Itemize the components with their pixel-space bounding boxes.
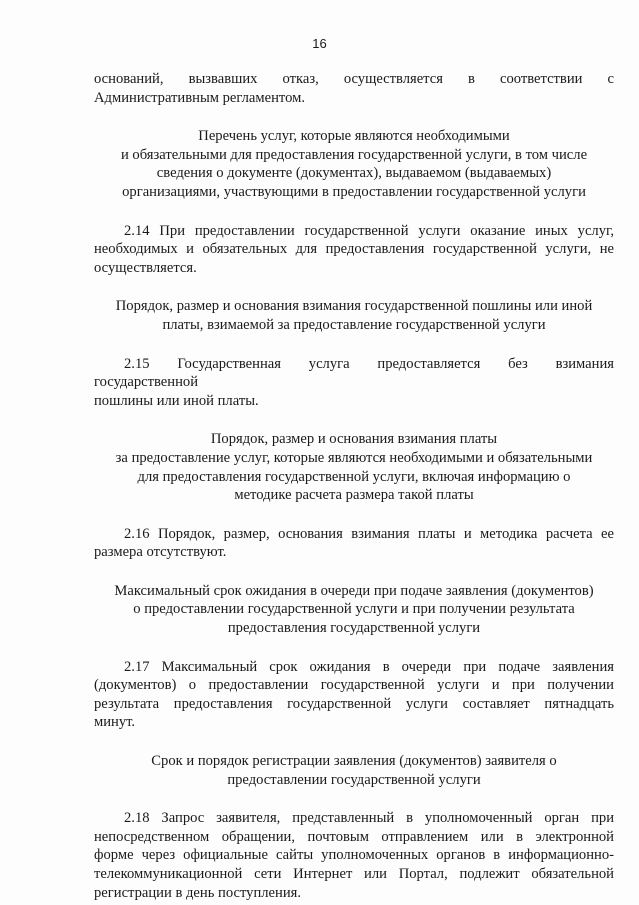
heading-line: Порядок, размер и основания взимания платы xyxy=(210,431,498,448)
section-heading-registration xyxy=(94,752,614,789)
text-line: форме через официальные сайты уполномоченных органов в информационно- xyxy=(94,847,614,864)
page-content xyxy=(94,70,614,902)
paragraph-2-18 xyxy=(94,809,614,902)
text-line: 2.17 Максимальный срок ожидания в очереди при подаче заявления xyxy=(124,658,614,675)
text-line: 2.15 Государственная услуга предоставляется без взимания xyxy=(124,355,614,372)
text-line: 2.18 Запрос заявителя, представленный в уполномоченный орган при xyxy=(124,810,614,827)
text-line: результата предоставления государственной услуги составляет пятнадцать xyxy=(94,695,614,712)
continuation-paragraph xyxy=(94,70,614,107)
text-line: 2.14 При предоставлении государственной услуги оказание иных услуг, xyxy=(124,222,614,239)
text-line: размера отсутствуют. xyxy=(94,544,227,561)
text-line: пошлины или иной платы. xyxy=(94,392,259,409)
page-number: 16 xyxy=(312,36,327,51)
heading-line: Порядок, размер и основания взимания государственной пошлины или иной xyxy=(115,298,593,315)
text-line: (документов) о предоставлении государственной услуги и при получении xyxy=(94,677,614,694)
heading-line: платы, взимаемой за предоставление государственной услуги xyxy=(162,316,546,333)
text-line: осуществляется. xyxy=(94,259,197,276)
heading-line: Срок и порядок регистрации заявления (документов) заявителя о xyxy=(151,753,557,770)
heading-line: сведения о документе (документах), выдаваемом (выдаваемых) xyxy=(156,165,552,182)
heading-line: предоставления государственной услуги xyxy=(227,620,481,637)
text-line: минут. xyxy=(94,714,136,731)
heading-line: организациями, участвующими в предоставлении государственной услуги xyxy=(122,183,586,200)
heading-line: Перечень услуг, которые являются необходимыми xyxy=(198,128,510,145)
paragraph-2-14 xyxy=(94,222,614,278)
heading-line: и обязательными для предоставления государственной услуги, в том числе xyxy=(120,146,588,163)
heading-line: методике расчета размера такой платы xyxy=(234,487,474,504)
section-heading-service-fee xyxy=(94,430,614,504)
text-line: оснований, вызвавших отказ, осуществляется в соответствии с xyxy=(94,71,614,87)
section-heading-necessary-services xyxy=(94,127,614,201)
section-heading-state-fee xyxy=(94,297,614,334)
heading-line: предоставлении государственной услуги xyxy=(227,771,481,788)
paragraph-2-15 xyxy=(94,355,614,411)
text-line: 2.16 Порядок, размер, основания взимания платы и методика расчета ее xyxy=(124,525,614,542)
text-line: телекоммуникационной сети Интернет или Портал, подлежит обязательной xyxy=(94,866,614,882)
text-line: регистрации в день поступления. xyxy=(94,884,301,901)
paragraph-2-17 xyxy=(94,658,614,732)
heading-line: о предоставлении государственной услуги и при получении результата xyxy=(133,601,575,618)
section-heading-waiting-time xyxy=(94,582,614,638)
heading-line: за предоставление услуг, которые являются необходимыми и обязательными xyxy=(115,449,593,466)
heading-line: для предоставления государственной услуги, включая информацию о xyxy=(137,468,571,485)
text-line: необходимых и обязательных для предоставления государственной услуги, не xyxy=(94,241,614,258)
paragraph-2-16 xyxy=(94,525,614,562)
text-line: государственной xyxy=(94,374,199,391)
text-line: непосредственном обращении, почтовым отправлением или в электронной xyxy=(94,828,614,845)
text-line: Административным регламентом. xyxy=(94,89,306,106)
heading-line: Максимальный срок ожидания в очереди при подаче заявления (документов) xyxy=(114,582,594,599)
